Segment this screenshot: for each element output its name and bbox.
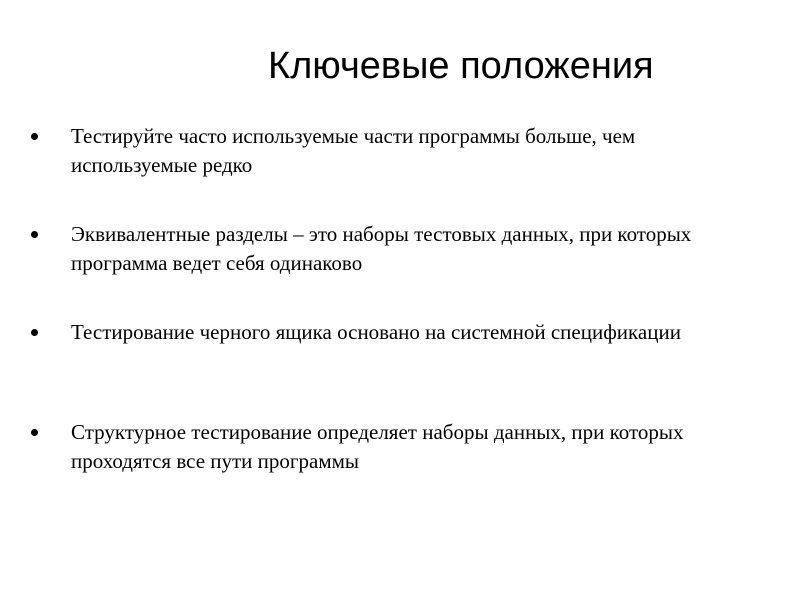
bullet-dot-icon: [31, 429, 38, 436]
bullet-text: Тестирование черного ящика основано на системной спецификации: [71, 320, 681, 344]
slide-title: Ключевые положения: [268, 45, 654, 87]
bullet-dot-icon: [31, 231, 38, 238]
bullet-text: Эквивалентные разделы – это наборы тестовых данных, при которых программа ведет себя одинаково: [71, 222, 692, 275]
bullet-dot-icon: [31, 133, 38, 140]
bullet-text: Структурное тестирование определяет наборы данных, при которых проходятся все пути программы: [71, 420, 684, 473]
bullet-text: Тестируйте часто используемые части программы больше, чем используемые редко: [71, 124, 636, 177]
bullet-dot-icon: [31, 329, 38, 336]
